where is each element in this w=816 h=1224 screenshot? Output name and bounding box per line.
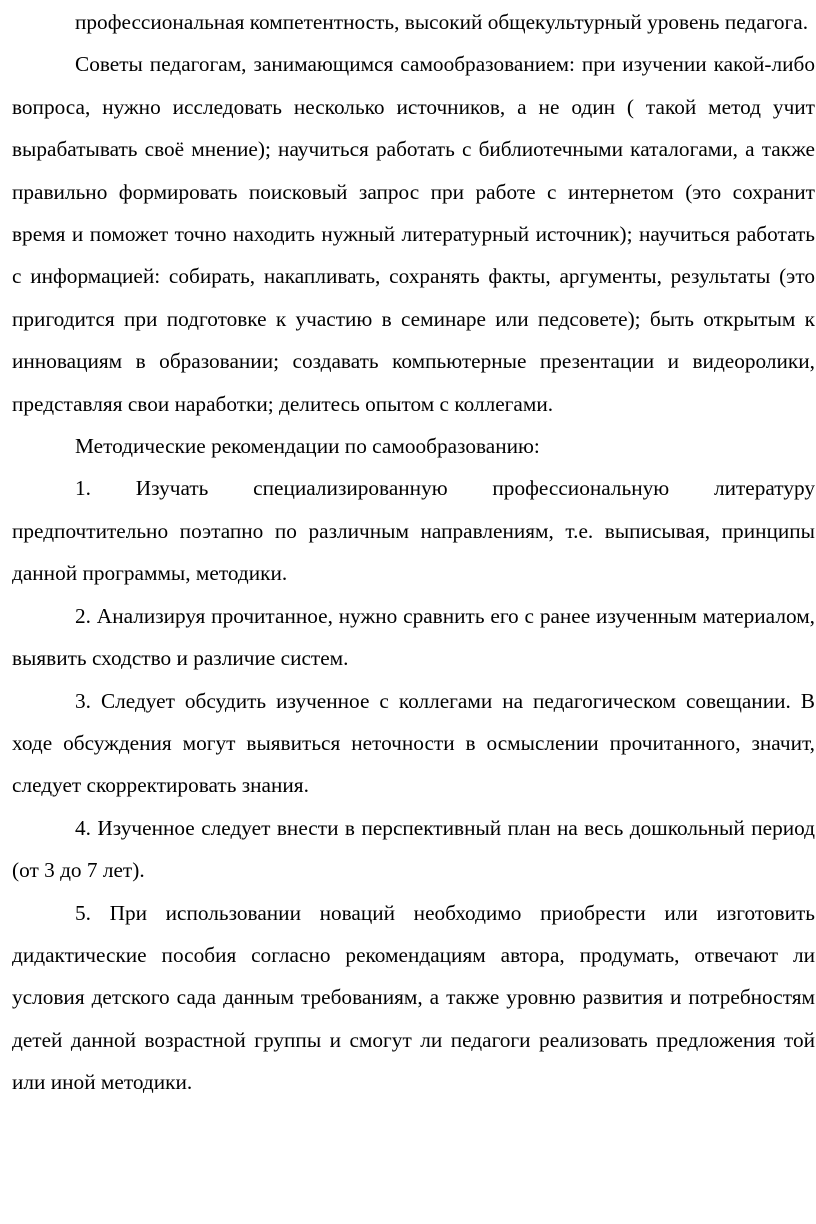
list-item-5: 5. При использовании новаций необходимо приобрести или изготовить дидактические пособия согласно рекомендациям автора, продумать, отвечают ли условия детского сада данным требованиям, а также уровню развития и потребностям детей данной возрастной группы и смогут ли педагоги реализовать предложения той или иной методики.	[12, 900, 815, 1095]
paragraph-self-education-advice: Советы педагогам, занимающимся самообразованием: при изучении какой-либо вопроса, нужно исследовать несколько источников, а не один ( такой метод учит вырабатывать своё мнение); научиться работать с библиотечными каталогами, а также правильно формировать поисковый запрос при работе с интернетом (это сохранит время и поможет точно находить нужный литературный источник); научиться работать с информацией: собирать, накапливать, сохранять факты, аргументы, результаты (это пригодится при подготовке к участию в семинаре или педсовете); быть открытым к инновациям в образовании; создавать компьютерные презентации и видеоролики, представляя свои наработки; делитесь опытом с коллегами.	[12, 52, 815, 416]
list-item-2: 2. Анализируя прочитанное, нужно сравнить его с ранее изученным материалом, выявить сходство и различие систем.	[12, 603, 815, 671]
list-item-3: 3. Следует обсудить изученное с коллегами на педагогическом совещании. В ходе обсуждения могут выявиться неточности в осмыслении прочитанного, значит, следует скорректировать знания.	[12, 688, 815, 798]
paragraph-recommendations-heading: Методические рекомендации по самообразованию:	[75, 434, 540, 459]
list-item-1: 1. Изучать специализированную профессиональную литературу предпочтительно поэтапно по различным направлениям, т.е. выписывая, принципы данной программы, методики.	[12, 476, 815, 586]
document-page	[12, 0, 815, 1104]
list-item-4: 4. Изученное следует внести в перспективный план на весь дошкольный период (от 3 до 7 лет).	[12, 815, 815, 883]
paragraph-continuation: профессиональная компетентность, высокий общекультурный уровень педагога.	[75, 10, 809, 34]
